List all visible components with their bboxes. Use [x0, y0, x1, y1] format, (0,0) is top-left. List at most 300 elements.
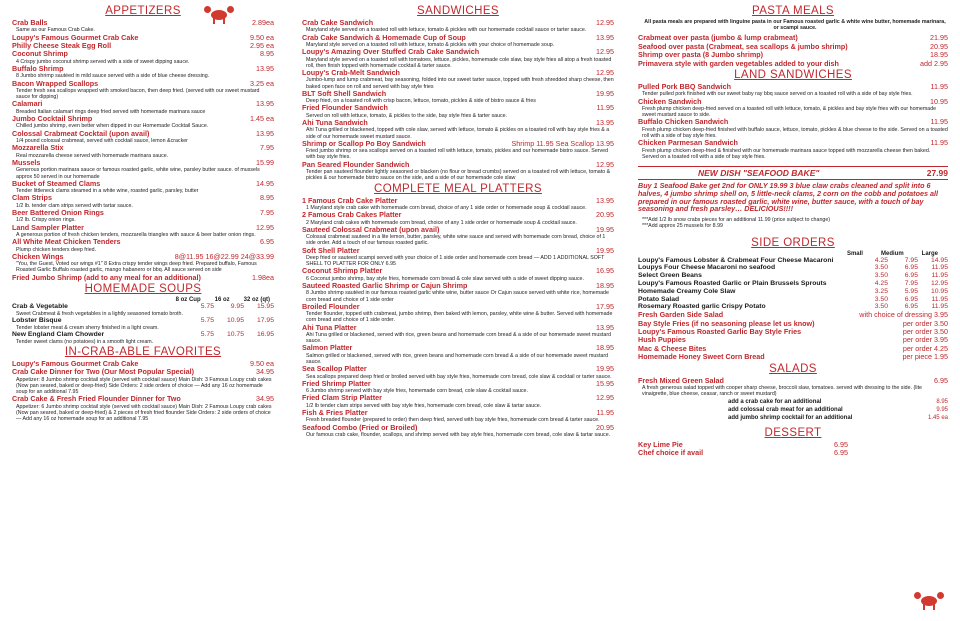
size-label: 16 oz	[214, 296, 230, 303]
item-name: Chicken Wings	[12, 251, 64, 261]
item-price: Shrimp 11.95 Sea Scallop 13.95	[511, 138, 614, 148]
item-description: Tender flounder, topped with crabmeat, jumbo shrimp, then baked with lemon, parsley, white wine & butter. Served with homemade corn bread and choice of 1 side order.	[306, 311, 613, 324]
item-name: Primavera style with garden vegetables added to your dish	[638, 58, 839, 68]
menu-item	[12, 253, 274, 261]
item-price: 18.95	[930, 50, 948, 60]
item-price: 8.95	[260, 49, 274, 59]
menu-item	[302, 247, 614, 255]
size-label: Large	[921, 250, 938, 257]
bake-text: Buy 1 Seafood Bake get 2nd for ONLY 19.99 3 blue claw crabs cleaned and split into 6 halves, 4 jumbo shrimp shell on, 5 little-neck clams, 2 corn on the cobb and potatoes all prepared in our famous roasted garlic, white wine, butter sauce, with a touch of bay seasoning and fresh parsley… DELICIOUS!!!!	[638, 181, 938, 214]
salads-heading: SALADS	[769, 362, 817, 375]
item-name: Crab Cake Sandwich	[302, 18, 374, 27]
item-name: Coconut Shrimp	[12, 49, 68, 59]
item-name: Loupy's Crab-Melt Sandwich	[302, 68, 400, 78]
item-description: Fresh plump chicken deep-fried served on a toasted roll with lettuce, tomato, & pickles and bay style fries with our homemade sweet mustard sauce to side.	[642, 106, 937, 119]
item-description: Appetizer: 8 Jumbo shrimp cocktail style (served with cocktail sauce) Main Dish: 3 Famous Loupy crab cakes (Now pan seared, baked or deep-fried) Side Orders: 2 side orders of choice — Add any 16 oz homemade soup for an additional 7.95	[16, 376, 272, 396]
item-description: Maryland style served on a toasted roll with tomatoes, lettuce, pickles, homemade cole slaw, bay style fries all atop a fresh toasted roll, then finish topped with homemade cocktail & tarter sauce.	[306, 56, 612, 69]
item-description: Deep fried, on a toasted roll with crisp bacon, lettuce, tomato, pickles & side of bistro sauce & fries	[306, 98, 536, 105]
item-name: Fried Shrimp Platter	[302, 378, 371, 388]
menu-item	[12, 19, 274, 27]
item-description: 1/2 lb tender clam strips served with bay style fries, homemade corn bread, cole slaw & tartar sauce.	[306, 402, 542, 409]
size-price: 14.95	[930, 256, 948, 264]
item-price: 17.95	[596, 301, 614, 311]
size-price: 11.95	[931, 303, 948, 311]
menu-item	[302, 324, 614, 332]
menu-item	[12, 395, 274, 403]
item-price: 11.95	[930, 82, 948, 92]
item-name: Clam Strips	[12, 193, 52, 203]
item-name: Ahi Tuna Platter	[302, 322, 357, 332]
item-name: Shrimp or Scallop Po Boy Sandwich	[302, 138, 426, 148]
menu-item	[12, 80, 274, 88]
size-price: 4.25	[874, 280, 888, 288]
item-name: Hush Puppies	[638, 335, 686, 345]
item-description: 1 Maryland style crab cake with homemade corn bread, choice of any 1 side order or homemade soup & cocktail sauce.	[306, 204, 587, 211]
item-price: 11.95	[930, 138, 948, 148]
item-description: Ahi Tuna grilled or blackened, served with rice, green beans and homemade corn bread & a side of our homemade sweet mustard sauce.	[306, 331, 612, 345]
item-name: Fish & Fries Platter	[302, 408, 368, 418]
menu-item	[12, 115, 274, 123]
item-name: Shrimp over pasta (8 Jumbo shrimp)	[638, 50, 764, 60]
size-label: 8 oz Cup	[175, 296, 201, 303]
item-price: 18.95	[596, 343, 614, 353]
item-description: Fresh plump chicken deep-fried & finished with our homemade marinara sauce topped with mozzarella cheese then baked. Served on a toasted roll with a side of bay style fries.	[642, 147, 931, 160]
sides-extra-list	[638, 311, 948, 361]
item-price: 7.95	[260, 207, 274, 217]
size-row	[638, 280, 948, 288]
add-on-price: 1.45 ea	[927, 415, 948, 422]
soups-heading: HOMEMADE SOUPS	[84, 282, 202, 295]
item-price: per order 3.50	[902, 318, 948, 328]
size-price: 10.75	[226, 330, 244, 338]
item-price: 13.95	[256, 99, 274, 109]
item-name: Sauteed Colossal Crabmeat (upon avail)	[302, 224, 440, 234]
soups-list	[12, 303, 274, 345]
menu-item	[302, 380, 614, 388]
menu-item	[302, 69, 614, 77]
size-row	[638, 296, 948, 304]
item-name: Seafood Combo (Fried or Broiled)	[302, 422, 418, 432]
crab-icon	[914, 592, 944, 610]
item-name: Crab Cake Dinner for Two (Our Most Popular Special)	[12, 367, 194, 377]
size-price: 11.95	[931, 295, 948, 303]
land-list	[638, 83, 948, 160]
item-description: Chilled jumbo shrimp, even better when dipped in our Homemade Cocktail Sauce.	[16, 123, 209, 130]
menu-item	[12, 368, 274, 376]
item-price: 16.95	[596, 266, 614, 276]
add-on-label: add a crab cake for an additional	[728, 398, 822, 405]
dessert-heading: DESSERT	[764, 426, 822, 439]
menu-item	[638, 377, 948, 385]
menu-item	[302, 90, 614, 98]
item-name: Chicken Sandwich	[638, 96, 702, 106]
size-item-name: Loupy's Famous Roasted Garlic or Plain Brussels Sprouts	[638, 280, 827, 288]
item-name: Fried Flounder Sandwich	[302, 103, 388, 113]
item-price: 18.95	[596, 280, 614, 290]
item-name: 2 Famous Crab Cakes Platter	[302, 210, 402, 220]
item-description: Tender lobster meat & cream sherry finished in a light cream.	[16, 324, 159, 331]
menu-item	[302, 104, 614, 112]
item-price: 12.95	[596, 159, 614, 169]
dessert-list	[638, 441, 948, 458]
item-name: Pulled Pork BBQ Sandwich	[638, 82, 732, 92]
item-price: with choice of dressing 3.95	[859, 310, 948, 320]
item-price: 1.45 ea	[250, 114, 274, 124]
menu-item	[302, 48, 614, 56]
item-description: Maryland style served on a toasted roll with lettuce, tomato & pickles with your choice of homemade soup.	[306, 42, 555, 49]
menu-item	[638, 60, 948, 68]
favorites-heading: IN-CRAB-ABLE FAVORITES	[64, 345, 222, 358]
item-name: Pan Seared Flounder Sandwich	[302, 159, 410, 169]
menu-item	[638, 353, 948, 361]
menu-item	[302, 282, 614, 290]
item-name: Colossal Crabmeat Cocktail (upon avail)	[12, 128, 150, 138]
item-price: 20.95	[930, 41, 948, 51]
item-description: Tender sweet clams (no potatoes) in a smooth light cream.	[16, 338, 154, 345]
item-name: Ahi Tuna Sandwich	[302, 118, 368, 128]
menu-item	[302, 394, 614, 402]
item-price: 13.95	[256, 64, 274, 74]
item-price: 11.95	[596, 103, 614, 113]
pasta-heading: PASTA MEALS	[752, 5, 834, 17]
menu-item	[302, 211, 614, 219]
item-description: Sea scallops prepared deep fried or broiled served with bay style fries, homemade corn bread, cole slaw & cocktail or tarter sauce.	[306, 373, 612, 380]
item-price: per order 3.95	[902, 335, 948, 345]
item-price: 10.95	[930, 96, 948, 106]
item-description: Our famous crab cake, flounder, scallops, and shrimp served with bay style fries, homemade corn bread, cole slaw & tartar sauce.	[306, 432, 611, 439]
item-description: 1/2 lb. tender clam strips served with tartar sauce.	[16, 202, 133, 209]
item-price: 9.50 ea	[250, 358, 274, 368]
item-name: Crab Cake Sandwich & Homemade Cup of Soup	[302, 32, 466, 42]
item-price: 14.95	[256, 178, 274, 188]
size-item-name: Potato Salad	[638, 295, 680, 303]
item-name: Buffalo Shrimp	[12, 64, 64, 74]
item-name: Key Lime Pie	[638, 439, 683, 449]
item-price: 15.99	[256, 157, 274, 167]
item-name: Land Sampler Platter	[12, 222, 84, 232]
item-description: "You, the Guest, Voted our wings #1" 8 Extra crispy tender wings deep fried. Prepared buffalo, Famous Roasted Garlic Buffalo roasted garlic, mango habanero or bbq. All sauce served on side	[16, 261, 257, 274]
item-price: 12.95	[596, 68, 614, 78]
item-name: 1 Famous Crab Cake Platter	[302, 195, 398, 205]
size-price: 11.95	[931, 272, 948, 280]
item-price: 20.95	[596, 210, 614, 220]
item-price: 19.95	[596, 245, 614, 255]
menu-item	[302, 34, 614, 42]
item-price: per order 4.25	[902, 343, 948, 353]
size-price: 11.95	[931, 264, 948, 272]
bake-add-snow-crab: ***Add 1/2 lb snow crabs pieces for an additional 11.99 (price subject to change)	[642, 217, 831, 224]
platters-list	[302, 197, 614, 439]
size-row	[12, 317, 274, 325]
item-price: per piece 1.95	[902, 352, 948, 362]
right-column	[638, 4, 948, 458]
item-name: Chef choice if avail	[638, 448, 704, 458]
item-description: 8 Jumbo shrimp sautéed in our famous roasted garlic white wine, butter sauce Or Cajun sauce served with white rice, homemade corn bread and choice of 1 side order	[306, 290, 609, 303]
item-name: Bacon Wrapped Scallops	[12, 78, 99, 88]
size-price: 4.25	[874, 256, 888, 264]
menu-item	[302, 226, 614, 234]
add-on-price: 9.95	[936, 406, 948, 413]
size-item-name: Select Green Beans	[638, 272, 702, 280]
new-dish-title: NEW DISH "SEAFOOD BAKE"	[698, 168, 820, 179]
item-price: 12.95	[596, 18, 614, 27]
menu-item	[638, 139, 948, 147]
appetizers-list	[12, 19, 274, 282]
menu-item	[12, 274, 274, 282]
item-name: Loupy's Famous Gourmet Crab Cake	[12, 32, 139, 42]
item-price: 6.95	[934, 375, 948, 385]
item-price: 2.95 ea	[250, 41, 274, 51]
size-label: Small	[846, 250, 863, 257]
item-name: Fresh Mixed Green Salad	[638, 375, 724, 385]
item-name: Loupy's Famous Gourmet Crab Cake	[12, 358, 139, 368]
size-price: 3.25	[874, 287, 888, 295]
salad-add-on	[638, 414, 948, 422]
menu-item	[12, 100, 274, 108]
item-description: Fried jumbo shrimp or sea scallops served on a toasted roll with lettuce, tomato, pickles and our homemade bistro sauce. Served with bay style fries.	[306, 148, 609, 161]
size-price: 17.95	[256, 316, 274, 324]
item-price: 9.50 ea	[250, 32, 274, 42]
item-name: Soft Shell Platter	[302, 245, 360, 255]
item-description: 1/2 lb. Crispy onion rings.	[16, 217, 76, 224]
menu-item	[12, 180, 274, 188]
salad-add-on	[638, 398, 948, 406]
size-price: 6.95	[904, 272, 918, 280]
size-price: 12.95	[930, 280, 948, 288]
item-price: 6.95	[834, 448, 848, 458]
item-name: Crabmeat over pasta (jumbo & lump crabmeat)	[638, 33, 798, 43]
size-row	[12, 331, 274, 339]
menu-item	[302, 197, 614, 205]
size-price: 10.95	[226, 316, 244, 324]
item-description: Appetizer: 6 Jumbo shrimp cocktail style (served with cocktail sauce) Main Dish: 2 Famous Loupy crab cakes (Now pan seared, baked or deep-fried) & 2 pieces of fresh fried flounder Side Orders: 2 side orders of choice — Add any 16 oz homemade soup for an additional 7.95	[16, 403, 272, 423]
item-description: A fresh generous salad topped with cooper sharp cheese, broccoli slaw, tomatoes. served with dressing to the side. (lite vinaigrette, blue cheese, ceasar, ranch or sweet mustard)	[642, 385, 923, 398]
item-name: Coconut Shrimp Platter	[302, 266, 383, 276]
pasta-list	[638, 34, 948, 68]
item-name: All White Meat Chicken Tenders	[12, 237, 121, 247]
item-name: Beer Battered Onion Rings	[12, 207, 104, 217]
item-name: Chicken Parmesan Sandwich	[638, 138, 738, 148]
menu-item	[12, 50, 274, 58]
item-description: Tender fresh sea scallops wrapped with smoked bacon, then deep fried. (served with our sweet mustard sauce for dipping)	[16, 88, 260, 101]
item-name: Homemade Honey Sweet Corn Bread	[638, 352, 765, 362]
item-price: 20.95	[596, 422, 614, 432]
size-price: 9.95	[230, 302, 244, 310]
item-price: 8@11.95 16@22.99 24@33.99	[174, 251, 274, 261]
size-item-name: Loupy's Famous Lobster & Crabmeat Four Cheese Macaroni	[638, 256, 834, 264]
item-description: Plump chicken tenders deep fried.	[16, 246, 97, 253]
item-price: 12.95	[596, 47, 614, 57]
item-price: 11.95	[930, 117, 948, 127]
menu-item	[302, 303, 614, 311]
menu-item	[302, 424, 614, 432]
land-sandwiches-heading: LAND SANDWICHES	[734, 69, 852, 82]
bake-description	[638, 183, 948, 214]
size-price: 15.95	[256, 302, 274, 310]
item-name: Bucket of Steamed Clams	[12, 178, 101, 188]
item-description: 4 Crispy jumbo coconut shrimp served with a side of sweet dipping sauce.	[16, 58, 190, 65]
size-price: 5.75	[200, 316, 214, 324]
menu-item	[302, 267, 614, 275]
item-name: Mussels	[12, 157, 41, 167]
size-price: 3.50	[874, 264, 888, 272]
item-description: Fresh plump chicken deep-fried finished with buffalo sauce, lettuce, tomato, pickles & blue cheese to the side. Served on a toasted roll with a side of bay style fries.	[642, 126, 948, 140]
menu-item	[302, 365, 614, 373]
size-row	[638, 257, 948, 265]
size-label: Medium	[880, 250, 904, 257]
pasta-note: All pasta meals are prepared with linguine pasta in our Famous roasted garlic & white wine butter, homemade marinara, or scampi sauce.	[644, 19, 946, 32]
item-price: per order 3.50	[902, 327, 948, 337]
size-item-name: Rosemary Roasted garlic Crispy Potato	[638, 303, 766, 311]
item-price: 21.95	[930, 33, 948, 43]
menu-item	[302, 409, 614, 417]
bake-add-mussels: ***Add approx 25 mussels for 8.99	[642, 223, 723, 230]
item-name: Loupy's Famous Roasted Garlic Bay Style Fries	[638, 327, 802, 337]
size-price: 7.95	[904, 256, 918, 264]
menu-item	[12, 130, 274, 138]
appetizers-heading: APPETIZERS	[105, 5, 181, 17]
sandwiches-list	[302, 19, 614, 182]
seafood-bake-banner	[638, 166, 948, 180]
menu-item	[12, 194, 274, 202]
item-description: Sweet Crabmeat & fresh vegetables in a lightly seasoned tomato broth.	[16, 310, 183, 317]
size-item-name: New England Clam Chowder	[12, 330, 105, 338]
item-description: 8 Jumbo shrimp sautéed in mild sauce served with a side of blue cheese dressing.	[16, 73, 210, 80]
item-name: Sea Scallop Platter	[302, 364, 367, 374]
item-description: 6 Coconut jumbo shrimp, bay style fries, homemade corn bread & cole slaw served with a side of sweet dipping sauce.	[306, 275, 584, 282]
menu-item	[302, 119, 614, 127]
size-price: 5.75	[200, 302, 214, 310]
menu-item	[302, 344, 614, 352]
item-price: 15.95	[596, 378, 614, 388]
item-price: 13.95	[596, 32, 614, 42]
item-description: Breaded Italian calamari rings deep fried served with homemade marinara sauce	[16, 108, 206, 115]
item-price: 3.25 ea	[250, 78, 274, 88]
add-on-label: add colossal crab meat for an additional	[728, 406, 843, 413]
size-price: 16.95	[256, 330, 274, 338]
item-price: 34.95	[256, 394, 274, 404]
menu-item	[638, 118, 948, 126]
item-price: 34.95	[256, 367, 274, 377]
size-price: 5.95	[904, 287, 918, 295]
item-name: Jumbo Cocktail Shrimp	[12, 114, 93, 124]
salad-block	[638, 377, 948, 423]
platters-heading: COMPLETE MEAL PLATTERS	[374, 182, 542, 195]
item-name: Crab Balls	[12, 18, 48, 27]
size-price: 6.95	[904, 295, 918, 303]
menu-item	[638, 98, 948, 106]
item-description: Deep fried or sauteed scampi served with your choice of 1 side order and homemade corn bread — ADD 1 ADDITIONAL SOFT SHELL TO PLATTER FOR ONLY 6.95	[306, 254, 605, 268]
item-description: 2 Maryland crab cakes with homemade corn bread, choice of any 1 side order or homemade soup & cocktail sauce.	[306, 219, 577, 226]
middle-column	[302, 4, 614, 438]
item-name: Fried Clam Strip Platter	[302, 393, 382, 403]
item-price: 12.95	[256, 222, 274, 232]
size-price: 7.95	[904, 280, 918, 288]
menu-item	[12, 224, 274, 232]
item-name: Calamari	[12, 99, 43, 109]
item-name: BLT Soft Shell Sandwich	[302, 88, 387, 98]
size-label: 32 oz (qt)	[243, 296, 270, 303]
menu-item	[12, 209, 274, 217]
favorites-list	[12, 360, 274, 422]
item-description: Served on roll with lettuce, tomato, & pickles to the side, bay style fries & tarter sauce.	[306, 112, 508, 119]
size-item-name: Loupys Four Cheese Macaroni no seafood	[638, 264, 776, 272]
item-name: Sauteed Roasted Garlic Shrimp or Cajun Shrimp	[302, 280, 468, 290]
item-description: 6 Jumbo shrimp served with bay style fries, homemade corn bread, cole slaw & cocktail sauce.	[306, 388, 528, 395]
size-row	[638, 272, 948, 280]
size-row	[12, 303, 274, 311]
item-price: 13.95	[596, 322, 614, 332]
item-description: Same as our Famous Crab Cake.	[16, 27, 95, 34]
item-description: A generous portion of fresh chicken tenders, mozzarella triangles with sauce & beer batter onion rings.	[16, 231, 256, 238]
add-on-label: add jumbo shrimp cocktail for an additional	[728, 415, 853, 422]
salad-add-on	[638, 406, 948, 414]
new-dish-price: 27.99	[926, 168, 948, 179]
item-price: 19.95	[596, 88, 614, 98]
item-price: 19.95	[596, 364, 614, 374]
sandwiches-heading: SANDWICHES	[417, 5, 499, 17]
item-description: Real mozzarella cheese served with homemade marinara sauce.	[16, 152, 169, 159]
size-price: 10.95	[930, 287, 948, 295]
menu-item	[302, 161, 614, 169]
size-row	[638, 264, 948, 272]
size-price: 3.50	[874, 272, 888, 280]
left-column	[12, 4, 274, 422]
item-name: Fried Jumbo Shrimp (add to any meal for an additional)	[12, 272, 201, 282]
size-price: 3.50	[874, 295, 888, 303]
item-price: 2.89ea	[252, 18, 274, 27]
item-price: 19.95	[596, 224, 614, 234]
item-description: Tender pulled pork finished with our sweet baby ray bbq sauce served on a toasted roll with a side of bay style fries.	[642, 91, 913, 98]
item-name: Loupy's Amazing Over Stuffed Crab Cake Sandwich	[302, 47, 480, 57]
size-item-name: Lobster Bisque	[12, 316, 62, 324]
menu-item	[638, 83, 948, 91]
item-description: Fresh breaded flounder (prepared to order) then deep fried, served with bay style fries, homemade corn bread & tarter sauce.	[306, 417, 600, 424]
size-item-name: Homemade Creamy Cole Slaw	[638, 287, 736, 295]
item-description: Ahi Tuna grilled or blackened, topped with cole slaw, served with lettuce, tomato & pickles on a toasted roll with bay style fries & a side of our homemade sweet mustard sauce.	[306, 127, 610, 140]
item-price: 13.95	[596, 195, 614, 205]
side-orders-heading: SIDE ORDERS	[751, 236, 835, 249]
item-name: Buffalo Chicken Sandwich	[638, 117, 729, 127]
size-price: 5.75	[200, 330, 214, 338]
menu-item	[12, 144, 274, 152]
item-description: Generous portion marinara sauce or famous roasted garlic, white wine, parsley butter sauce. of mussels approx 50 served in our homemade	[16, 167, 260, 180]
item-name: Mac & Cheese Bites	[638, 343, 707, 353]
menu-item	[12, 65, 274, 73]
add-on-price: 8.95	[936, 398, 948, 405]
menu-item	[302, 19, 614, 27]
size-item-name: Crab & Vegetable	[12, 302, 68, 310]
item-description: Jumbo-lump and lump crabmeat, bay seasoning, folded into our sweet tarter sauce, topped with fresh shredded sharp cheese, then baked open face on roll and served with bay style fries	[306, 77, 614, 90]
item-name: Philly Cheese Steak Egg Roll	[12, 41, 112, 51]
item-price: add 2.95	[920, 58, 948, 68]
item-price: 6.95	[834, 439, 848, 449]
item-description: Tender pan sauteed flounder lightly seasoned or blacken (no flour or bread crumbs) served on a toasted roll with lettuce, tomato & pickles & our homemade bistro sauce on the side, and a side of our homemade cole slaw	[306, 169, 611, 182]
crab-icon	[204, 6, 234, 24]
item-name: Broiled Flounder	[302, 301, 360, 311]
item-description: 1/4 pound colossal crabmeat, served with cocktail sauce, lemon &cracker	[16, 138, 188, 145]
item-name: Seafood over pasta (Crabmeat, sea scallops & jumbo shrimp)	[638, 41, 848, 51]
menu-item	[302, 140, 614, 148]
item-price: 12.95	[596, 393, 614, 403]
size-row	[638, 288, 948, 296]
item-description: Salmon grilled or blackened, served with rice, green beans and homemade corn bread & a side of our homemade sweet mustard sauce.	[306, 352, 609, 365]
size-price: 6.95	[904, 303, 918, 311]
menu-item	[12, 238, 274, 246]
item-name: Crab Cake & Fresh Fried Flounder Dinner for Two	[12, 394, 181, 404]
sides-list	[638, 257, 948, 312]
item-name: Bay Style Fries (if no seasoning please let us know)	[638, 318, 815, 328]
